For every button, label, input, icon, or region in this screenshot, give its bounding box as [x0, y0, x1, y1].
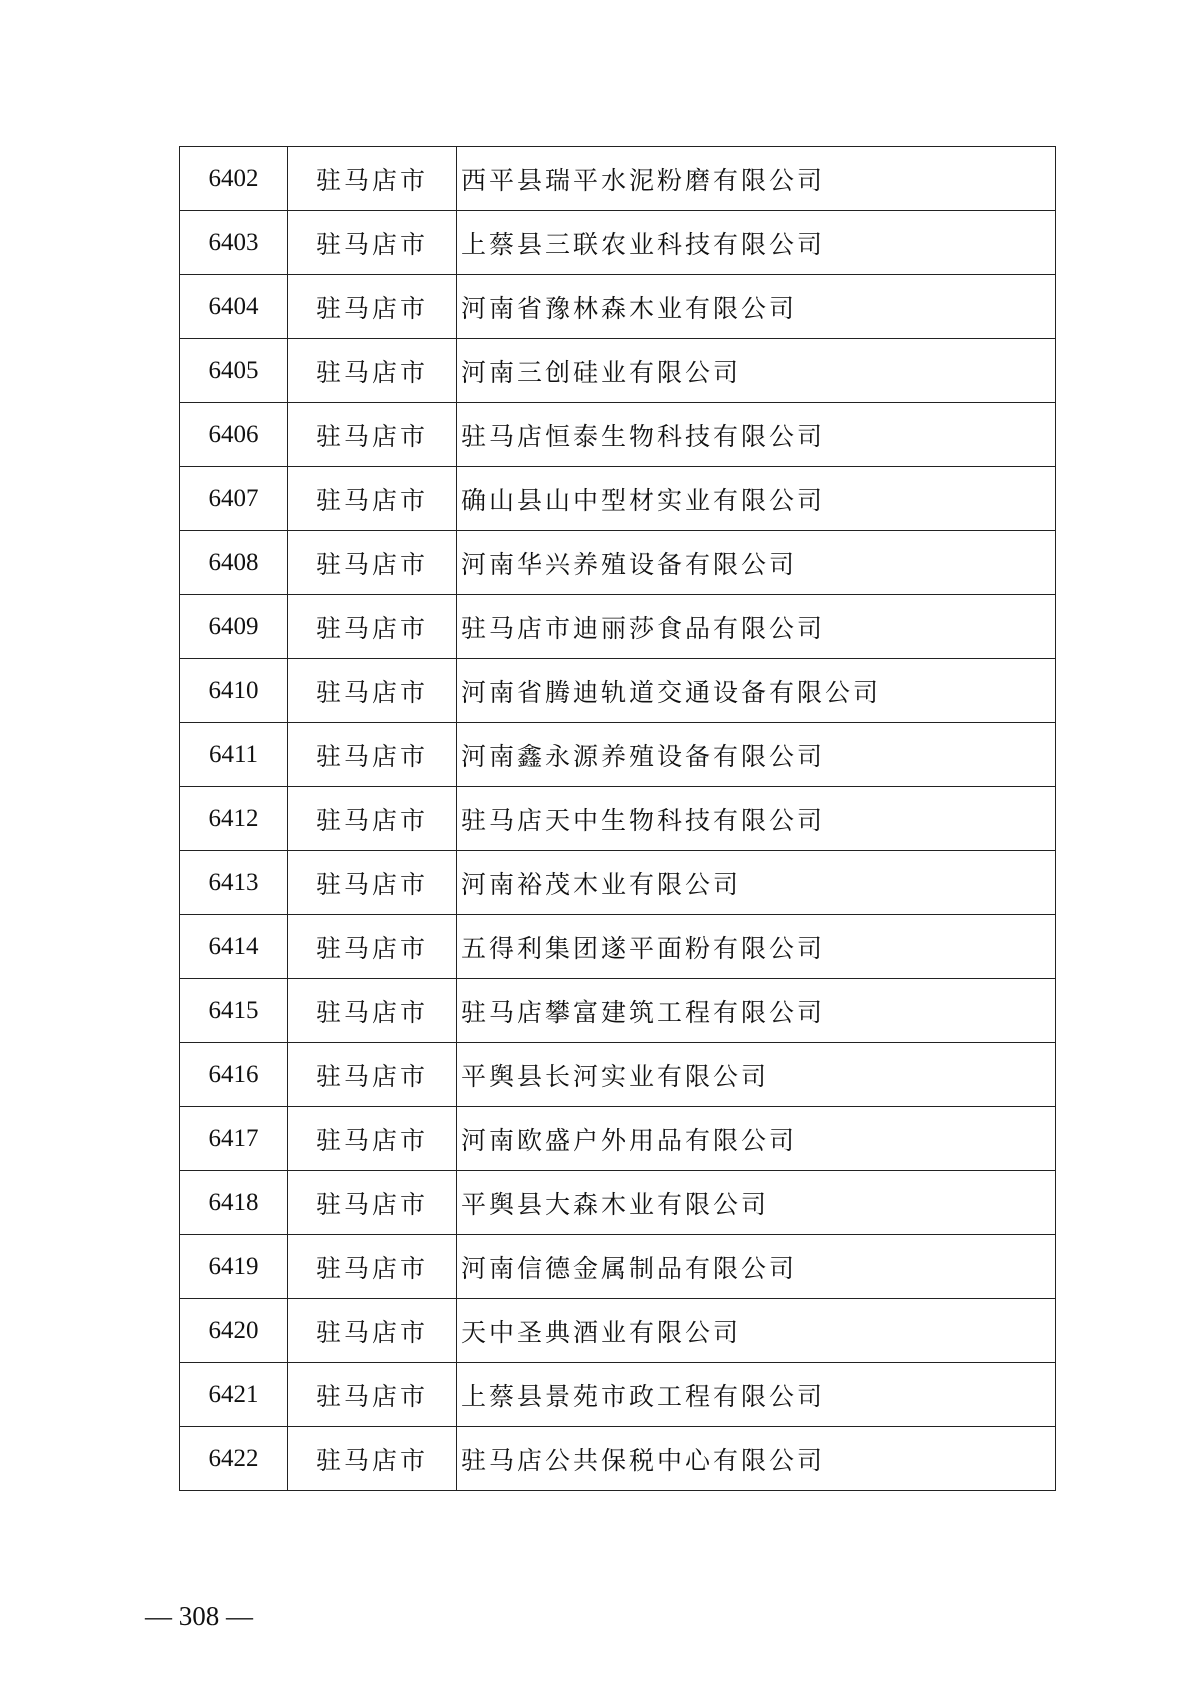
- row-number-cell: 6416: [180, 1043, 288, 1107]
- city-cell: 驻马店市: [288, 1427, 457, 1491]
- company-name-cell: 河南鑫永源养殖设备有限公司: [457, 723, 1056, 787]
- table-row: [180, 595, 1056, 659]
- city-cell: 驻马店市: [288, 595, 457, 659]
- table-row: [180, 979, 1056, 1043]
- company-name-cell: 河南欧盛户外用品有限公司: [457, 1107, 1056, 1171]
- row-number-cell: 6411: [180, 723, 288, 787]
- company-name-cell: 五得利集团遂平面粉有限公司: [457, 915, 1056, 979]
- table-row: [180, 467, 1056, 531]
- city-cell: 驻马店市: [288, 531, 457, 595]
- row-number-cell: 6408: [180, 531, 288, 595]
- company-name-cell: 驻马店恒泰生物科技有限公司: [457, 403, 1056, 467]
- row-number-cell: 6419: [180, 1235, 288, 1299]
- company-name-cell: 河南省腾迪轨道交通设备有限公司: [457, 659, 1056, 723]
- company-name-cell: 河南省豫林森木业有限公司: [457, 275, 1056, 339]
- city-cell: 驻马店市: [288, 979, 457, 1043]
- table-row: [180, 147, 1056, 211]
- city-cell: 驻马店市: [288, 1107, 457, 1171]
- row-number-cell: 6402: [180, 147, 288, 211]
- row-number-cell: 6417: [180, 1107, 288, 1171]
- city-cell: 驻马店市: [288, 787, 457, 851]
- company-name-cell: 上蔡县三联农业科技有限公司: [457, 211, 1056, 275]
- table-row: [180, 275, 1056, 339]
- company-name-cell: 天中圣典酒业有限公司: [457, 1299, 1056, 1363]
- city-cell: 驻马店市: [288, 723, 457, 787]
- city-cell: 驻马店市: [288, 147, 457, 211]
- row-number-cell: 6409: [180, 595, 288, 659]
- row-number-cell: 6412: [180, 787, 288, 851]
- table-row: [180, 1171, 1056, 1235]
- city-cell: 驻马店市: [288, 1171, 457, 1235]
- row-number-cell: 6410: [180, 659, 288, 723]
- company-name-cell: 河南裕茂木业有限公司: [457, 851, 1056, 915]
- city-cell: 驻马店市: [288, 1043, 457, 1107]
- company-list-table: [179, 146, 1056, 1491]
- city-cell: 驻马店市: [288, 851, 457, 915]
- company-name-cell: 平舆县大森木业有限公司: [457, 1171, 1056, 1235]
- company-name-cell: 驻马店市迪丽莎食品有限公司: [457, 595, 1056, 659]
- table-row: [180, 1363, 1056, 1427]
- table-row: [180, 659, 1056, 723]
- company-name-cell: 确山县山中型材实业有限公司: [457, 467, 1056, 531]
- city-cell: 驻马店市: [288, 659, 457, 723]
- table-row: [180, 1299, 1056, 1363]
- city-cell: 驻马店市: [288, 467, 457, 531]
- table-row: [180, 403, 1056, 467]
- row-number-cell: 6407: [180, 467, 288, 531]
- company-name-cell: 西平县瑞平水泥粉磨有限公司: [457, 147, 1056, 211]
- city-cell: 驻马店市: [288, 403, 457, 467]
- table-row: [180, 211, 1056, 275]
- company-name-cell: 平舆县长河实业有限公司: [457, 1043, 1056, 1107]
- city-cell: 驻马店市: [288, 915, 457, 979]
- company-name-cell: 河南信德金属制品有限公司: [457, 1235, 1056, 1299]
- company-name-cell: 驻马店公共保税中心有限公司: [457, 1427, 1056, 1491]
- table-row: [180, 1427, 1056, 1491]
- table-row: [180, 851, 1056, 915]
- city-cell: 驻马店市: [288, 1235, 457, 1299]
- page-number: — 308 —: [145, 1601, 253, 1631]
- row-number-cell: 6422: [180, 1427, 288, 1491]
- city-cell: 驻马店市: [288, 1299, 457, 1363]
- company-name-cell: 驻马店攀富建筑工程有限公司: [457, 979, 1056, 1043]
- row-number-cell: 6404: [180, 275, 288, 339]
- row-number-cell: 6405: [180, 339, 288, 403]
- table-row: [180, 339, 1056, 403]
- table-row: [180, 531, 1056, 595]
- city-cell: 驻马店市: [288, 275, 457, 339]
- company-list-body: [180, 147, 1056, 1491]
- company-name-cell: 驻马店天中生物科技有限公司: [457, 787, 1056, 851]
- table-row: [180, 1107, 1056, 1171]
- row-number-cell: 6420: [180, 1299, 288, 1363]
- table-row: [180, 915, 1056, 979]
- city-cell: 驻马店市: [288, 211, 457, 275]
- row-number-cell: 6403: [180, 211, 288, 275]
- row-number-cell: 6418: [180, 1171, 288, 1235]
- company-name-cell: 上蔡县景苑市政工程有限公司: [457, 1363, 1056, 1427]
- row-number-cell: 6406: [180, 403, 288, 467]
- company-name-cell: 河南华兴养殖设备有限公司: [457, 531, 1056, 595]
- table-row: [180, 723, 1056, 787]
- company-name-cell: 河南三创硅业有限公司: [457, 339, 1056, 403]
- table-row: [180, 787, 1056, 851]
- table-row: [180, 1043, 1056, 1107]
- row-number-cell: 6413: [180, 851, 288, 915]
- row-number-cell: 6415: [180, 979, 288, 1043]
- table-row: [180, 1235, 1056, 1299]
- row-number-cell: 6421: [180, 1363, 288, 1427]
- row-number-cell: 6414: [180, 915, 288, 979]
- city-cell: 驻马店市: [288, 339, 457, 403]
- city-cell: 驻马店市: [288, 1363, 457, 1427]
